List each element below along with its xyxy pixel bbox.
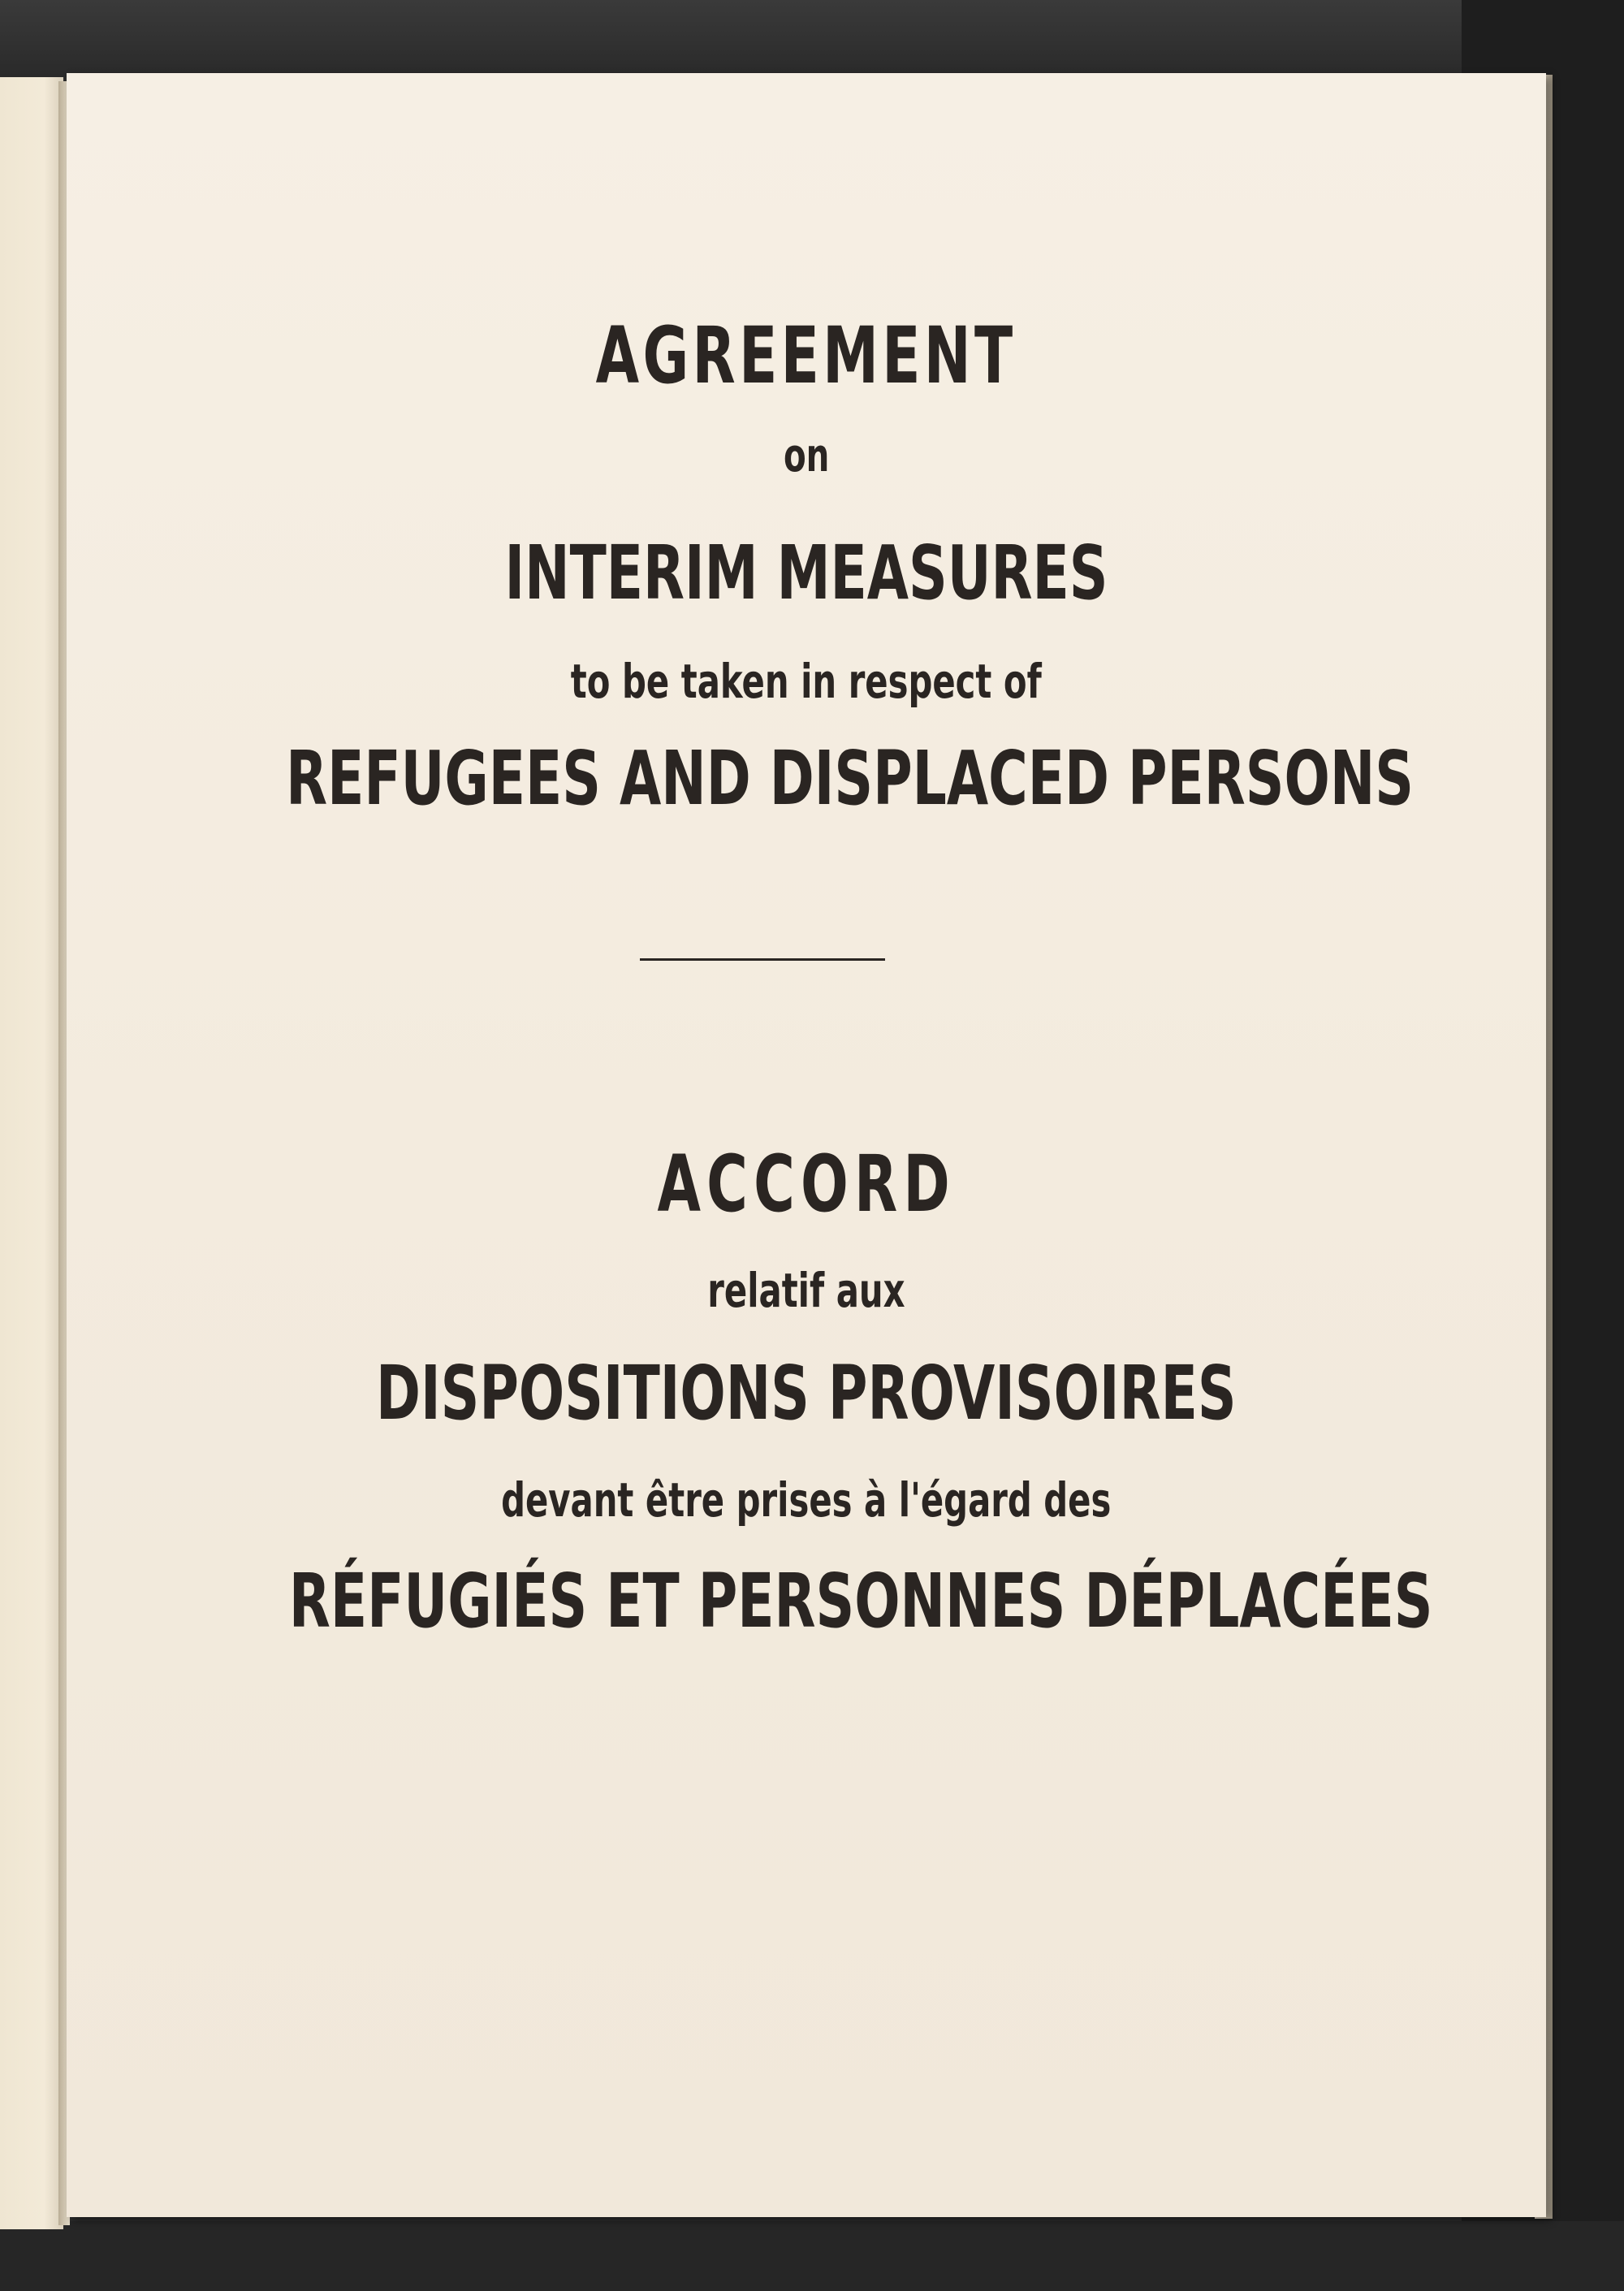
french-egard-line: devant être prises à l'égard des <box>501 1472 1112 1528</box>
title-page <box>67 73 1546 2217</box>
scan-background-bottom <box>0 2221 1624 2291</box>
facing-page-edge <box>0 77 63 2229</box>
french-subject: DISPOSITIONS PROVISOIRES <box>376 1350 1237 1437</box>
french-object: RÉFUGIÉS ET PERSONNES DÉPLACÉES <box>288 1558 1433 1645</box>
english-on: on <box>783 430 830 482</box>
french-relatif: relatif aux <box>707 1263 905 1318</box>
english-title: AGREEMENT <box>596 310 1017 401</box>
english-respect-line: to be taken in respect of <box>570 654 1043 709</box>
english-subject: INTERIM MEASURES <box>504 530 1108 616</box>
divider-rule <box>640 958 885 961</box>
scan-background-top <box>0 0 1624 77</box>
english-object: REFUGEES AND DISPLACED PERSONS <box>286 735 1414 822</box>
french-title: ACCORD <box>657 1139 956 1230</box>
